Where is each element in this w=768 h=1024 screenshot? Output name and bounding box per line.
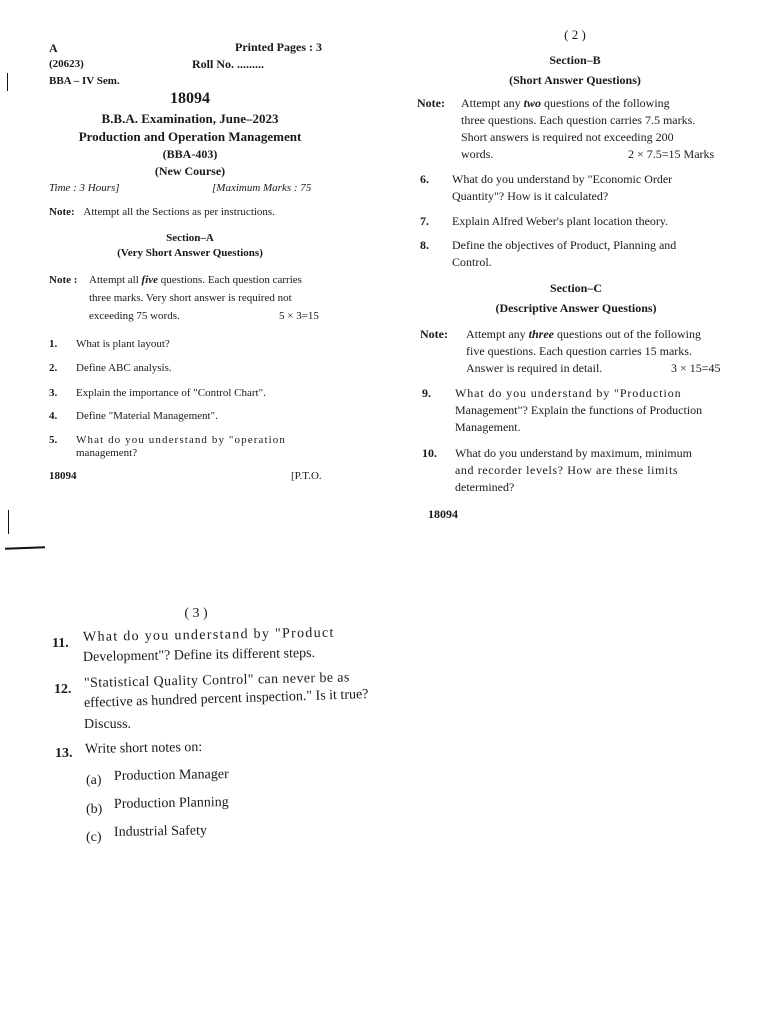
paper-number: 18094 xyxy=(170,90,210,107)
section-b-subtitle: (Short Answer Questions) xyxy=(509,73,641,87)
scan-mark xyxy=(7,73,8,91)
question-text: What do you understand by "Economic Order xyxy=(452,172,673,186)
section-a-note-line2: three marks. Very short answer is required not xyxy=(89,292,292,304)
section-b-note: Attempt any two questions of the following xyxy=(461,96,670,110)
section-c-title: Section–C xyxy=(550,281,602,295)
question-number: 7. xyxy=(420,214,429,228)
footer-code: 18094 xyxy=(49,470,77,482)
section-b-note-line2: three questions. Each question carries 7.5 marks. xyxy=(461,113,696,127)
scan-mark xyxy=(5,546,45,549)
question-text: What do you understand by maximum, minimum xyxy=(455,446,692,460)
section-a-subtitle: (Very Short Answer Questions) xyxy=(117,247,263,259)
question-text: Explain the importance of "Control Chart". xyxy=(76,387,266,399)
time-label: Time : 3 Hours] xyxy=(49,182,120,194)
question-text-line3: determined? xyxy=(455,480,515,494)
subitem-label: (a) xyxy=(86,773,102,788)
pto-label: [P.T.O. xyxy=(291,470,322,482)
section-b-note-label: Note: xyxy=(417,96,445,110)
question-text-line2: and recorder levels? How are these limits xyxy=(455,463,679,477)
question-number: 1. xyxy=(49,338,58,350)
section-b-title: Section–B xyxy=(549,53,601,67)
question-number: 12. xyxy=(54,682,72,697)
question-text: Define ABC analysis. xyxy=(76,362,172,374)
paper-code: (BBA-403) xyxy=(162,147,218,161)
question-text: What do you understand by "Product xyxy=(82,625,335,645)
question-text-line2: Development"? Define its different steps. xyxy=(82,645,316,665)
printed-pages: Printed Pages : 3 xyxy=(235,40,322,54)
question-number: 3. xyxy=(49,387,58,399)
question-text: What is plant layout? xyxy=(76,338,170,350)
max-marks-label: [Maximum Marks : 75 xyxy=(212,182,312,194)
question-number: 8. xyxy=(420,238,429,252)
page-number: ( 3 ) xyxy=(184,606,208,621)
section-a-marks: 5 × 3=15 xyxy=(279,310,319,322)
question-text: Explain Alfred Weber's plant location theory. xyxy=(452,214,669,228)
section-c-note: Attempt any three questions out of the following xyxy=(466,327,701,341)
question-number: 10. xyxy=(422,446,437,460)
section-c-note-line3: Answer is required in detail. xyxy=(466,361,603,375)
section-c-subtitle: (Descriptive Answer Questions) xyxy=(495,301,657,315)
series-label: A xyxy=(49,41,58,55)
section-b-marks: 2 × 7.5=15 Marks xyxy=(628,147,715,161)
class-label: BBA – IV Sem. xyxy=(49,75,120,87)
page-number: ( 2 ) xyxy=(564,27,586,42)
question-number: 9. xyxy=(422,386,431,400)
question-text-line2: effective as hundred percent inspection." Is it true? xyxy=(83,687,369,711)
question-number: 4. xyxy=(49,410,58,422)
subitem-text: Industrial Safety xyxy=(113,823,208,840)
question-text-line2: Quantity"? How is it calculated? xyxy=(452,189,609,203)
question-text-line2: management? xyxy=(76,447,138,459)
paper-code-number: (20623) xyxy=(49,58,84,70)
question-number: 13. xyxy=(55,746,73,761)
subitem-label: (c) xyxy=(86,830,102,845)
roll-no: Roll No. ......... xyxy=(192,57,264,71)
section-a-note-label: Note : xyxy=(49,274,78,286)
section-a-note-line3: exceeding 75 words. xyxy=(89,310,180,322)
question-text-line2: Management"? Explain the functions of Production xyxy=(455,403,703,417)
footer-code: 18094 xyxy=(428,507,458,521)
subitem-text: Production Manager xyxy=(113,766,229,784)
section-a-note: Attempt all five questions. Each question carries xyxy=(89,274,302,286)
note-label: Note: xyxy=(49,206,75,218)
subject-title: Production and Operation Management xyxy=(78,129,302,144)
section-c-note-line2: five questions. Each question carries 15 marks. xyxy=(466,344,692,358)
section-b-note-line3: Short answers is required not exceeding 200 xyxy=(461,130,674,144)
subitem-label: (b) xyxy=(86,802,103,817)
scan-mark xyxy=(8,510,9,534)
subitem-text: Production Planning xyxy=(113,794,229,812)
question-number: 2. xyxy=(49,362,58,374)
question-text: Define "Material Management". xyxy=(76,410,218,422)
course-label: (New Course) xyxy=(154,164,226,178)
question-text: Define the objectives of Product, Planning and xyxy=(452,238,677,252)
question-text-line2: Control. xyxy=(452,255,492,269)
section-c-marks: 3 × 15=45 xyxy=(671,361,721,375)
question-number: 6. xyxy=(420,172,429,186)
section-b-note-line4: words. xyxy=(461,147,494,161)
question-text: "Statistical Quality Control" can never be as xyxy=(83,670,350,691)
question-text-line3: Discuss. xyxy=(84,717,132,732)
section-a-title: Section–A xyxy=(166,232,214,244)
question-text: What do you understand by "Production xyxy=(455,386,682,400)
question-text: Write short notes on: xyxy=(84,739,203,757)
exam-title: B.B.A. Examination, June–2023 xyxy=(101,111,279,126)
question-text-line3: Management. xyxy=(455,420,521,434)
section-c-note-label: Note: xyxy=(420,327,448,341)
note-text: Attempt all the Sections as per instructions. xyxy=(83,206,275,218)
question-number: 11. xyxy=(52,636,69,651)
question-text: What do you understand by "operation xyxy=(76,434,286,446)
question-number: 5. xyxy=(49,434,58,446)
